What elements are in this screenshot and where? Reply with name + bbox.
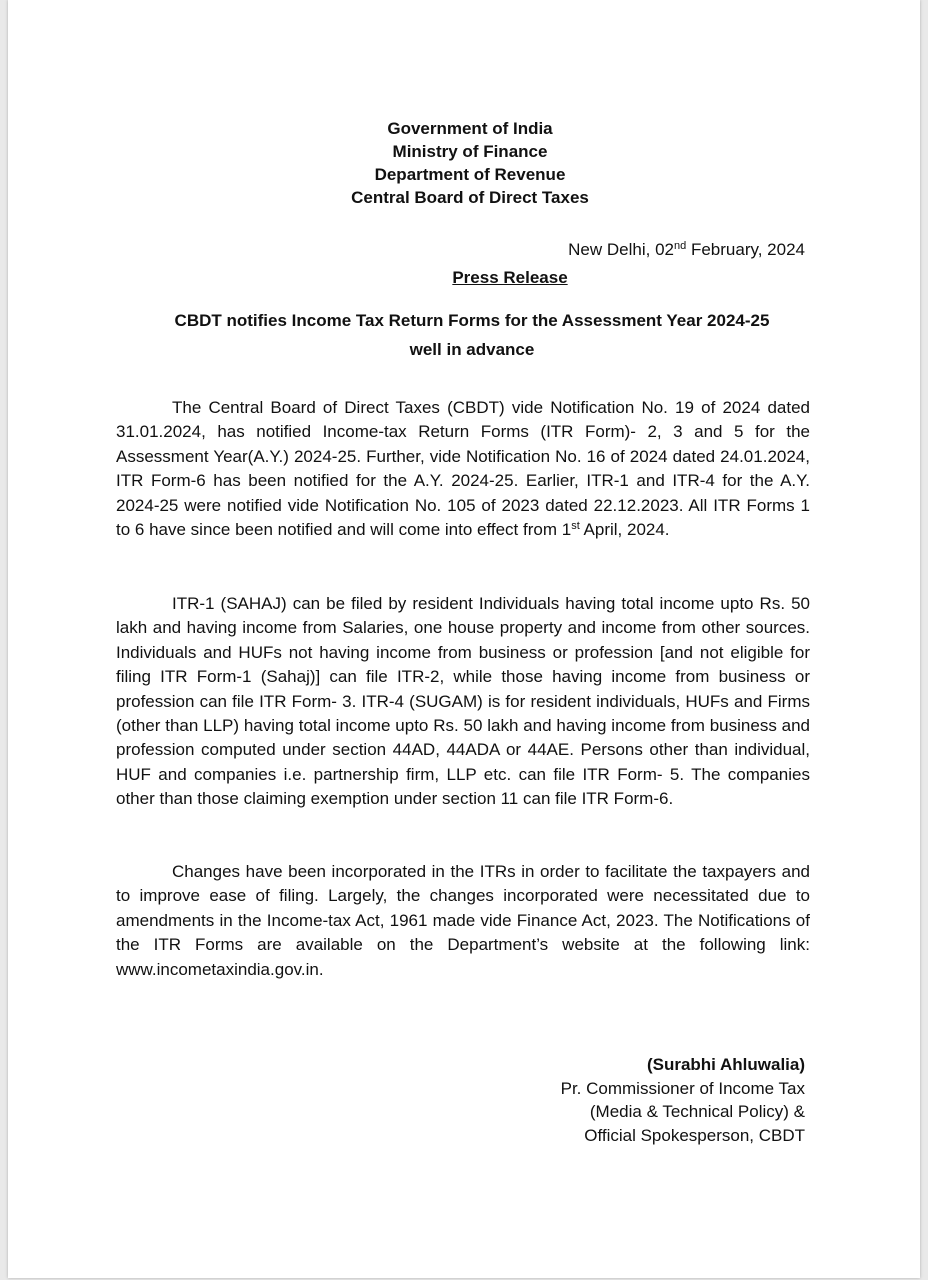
header-government: Government of India <box>387 119 553 138</box>
subject-line-2: well in advance <box>409 340 535 359</box>
subject-line-1: CBDT notifies Income Tax Return Forms for the Assessment Year 2024-25 <box>174 311 770 330</box>
paragraph-1-ordinal: st <box>571 520 580 533</box>
press-release-label: Press Release <box>452 268 568 287</box>
date-ordinal: nd <box>673 240 687 252</box>
header-department: Department of Revenue <box>374 165 566 184</box>
signatory-title-1: Pr. Commissioner of Income Tax <box>560 1078 805 1098</box>
dateline <box>568 239 805 261</box>
press-release-heading <box>8 267 920 289</box>
date-suffix: February, 2024 <box>686 240 805 259</box>
paragraph-3: Changes have been incorporated in the ITRs in order to facilitate the taxpayers and to improve ease of filing. Largely, the changes incorporated were necessitated due to amendments in the Income-tax Act, 1961 made vide Finance Act, 2023. The Notifications of the ITR Forms are available on the Department’s website at the following link: www.incometaxindia.gov.in. <box>116 862 810 979</box>
subject-heading <box>8 306 920 364</box>
header-ministry: Ministry of Finance <box>392 142 548 161</box>
signatory-title-3: Official Spokesperson, CBDT <box>584 1125 805 1145</box>
paragraph-2: ITR-1 (SAHAJ) can be filed by resident Individuals having total income upto Rs. 50 lakh and having income from Salaries, one house property and income from other sources. Individuals and HUFs not having income from business or profession [and not eligible for filing ITR Form-1 (Sahaj)] can file ITR-2, while those having income from business or profession can file ITR Form- 3. ITR-4 (SUGAM) is for resident individuals, HUFs and Firms (other than LLP) having total income upto Rs. 50 lakh and having income from business and profession computed under section 44AD, 44ADA or 44AE. Persons other than individual, HUF and companies i.e. partnership firm, LLP etc. can file ITR Form- 5. The companies other than those claiming exemption under section 11 can file ITR Form-6. <box>116 594 810 809</box>
document-page <box>8 0 920 1278</box>
paragraph-1-text: The Central Board of Direct Taxes (CBDT) vide Notification No. 19 of 2024 dated 31.01.2024, has notified Income-tax Return Forms (ITR Form)- 2, 3 and 5 for the Assessment Year(A.Y.) 2024-25. Further, vide Notification No. 16 of 2024 dated 24.01.2024, ITR Form-6 has been notified for the A.Y. 2024-25. Earlier, ITR-1 and ITR-4 for the A.Y. 2024-25 were notified vide Notification No. 105 of 2023 dated 22.12.2023. All ITR Forms 1 to 6 have since been notified and will come into effect from 1 <box>116 398 810 540</box>
letterhead <box>8 117 920 209</box>
signatory-title-2: (Media & Technical Policy) & <box>589 1102 805 1121</box>
paragraph-1 <box>116 396 810 542</box>
signature-block <box>561 1053 805 1147</box>
header-board: Central Board of Direct Taxes <box>351 188 589 207</box>
paragraph-1-end: April, 2024. <box>579 520 670 540</box>
signatory-name: (Surabhi Ahluwalia) <box>646 1055 805 1074</box>
date-prefix: New Delhi, 02 <box>568 240 674 259</box>
